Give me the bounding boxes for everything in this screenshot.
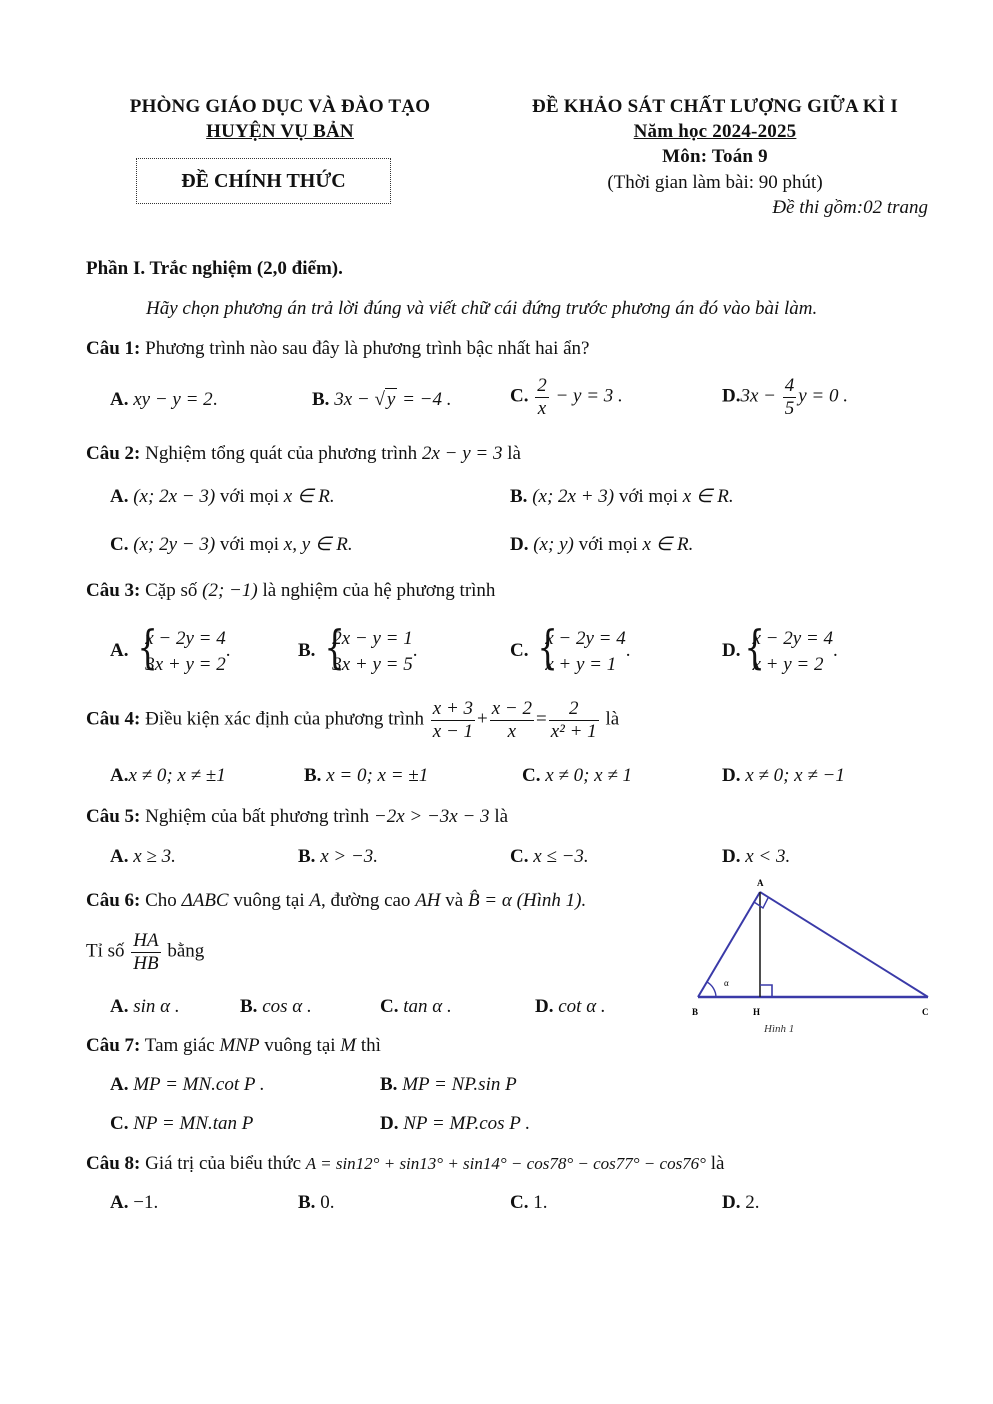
q7-option-c[interactable]: C. NP = MN.tan P <box>110 1113 254 1134</box>
official-label: ĐỀ CHÍNH THỨC <box>181 169 346 192</box>
fraction: $\frac{4}{5}$ <box>784 375 795 419</box>
question-2: Câu 2: Nghiệm tổng quát của phương trình 2x − y = 3 là <box>86 443 521 464</box>
q5-option-b[interactable]: B. x > −3. <box>298 846 379 867</box>
q8-option-a[interactable]: A. −1. <box>110 1192 159 1213</box>
label-b: B <box>692 1007 699 1017</box>
q6-option-c[interactable]: C. tan α . <box>380 996 452 1017</box>
equation-system: { x − 2y = 4 3x + y = 2 <box>137 620 226 675</box>
fraction: $\frac{2}{x}$ <box>537 375 547 419</box>
q4-option-a[interactable]: A.x ≠ 0; x ≠ ±1 <box>110 765 226 786</box>
department-name: PHÒNG GIÁO DỤC VÀ ĐÀO TẠO <box>129 96 431 117</box>
label-h: H <box>753 1007 761 1017</box>
q6-option-d[interactable]: D. cot α . <box>535 996 606 1017</box>
part1-title: Phần I. Trắc nghiệm (2,0 điểm). <box>86 258 343 279</box>
q5-option-a[interactable]: A. x ≥ 3. <box>110 846 176 867</box>
q1-option-b[interactable]: B. 3x − √ y = −4 . <box>312 389 452 410</box>
q4-option-b[interactable]: B. x = 0; x = ±1 <box>304 765 429 786</box>
fraction: $\frac{x - 2}{x}$ <box>491 698 533 742</box>
label-c: C <box>922 1007 929 1017</box>
triangle-figure <box>680 872 940 1038</box>
q2-option-b[interactable]: B. (x; 2x + 3) với mọi x ∈ R. <box>510 486 734 507</box>
question-3: Câu 3: Cặp số (2; −1) là nghiệm của hệ phương trình <box>86 580 496 601</box>
q5-option-d[interactable]: D. x < 3. <box>722 846 791 867</box>
q3-option-a[interactable]: A. { x − 2y = 4 3x + y = 2 . <box>110 626 231 677</box>
q3-option-d[interactable]: D. { x − 2y = 4 x + y = 2 . <box>722 626 838 677</box>
label-a: A <box>757 878 764 888</box>
question-1: Câu 1: Phương trình nào sau đây là phương trình bậc nhất hai ẩn? <box>86 338 590 359</box>
duration: (Thời gian làm bài: 90 phút) <box>607 172 823 193</box>
side-ac <box>760 892 928 997</box>
exam-title: ĐỀ KHẢO SÁT CHẤT LƯỢNG GIỮA KÌ I <box>532 96 898 117</box>
question-6: Câu 6: Cho ΔABC vuông tại A, đường cao AH và B̂ = α (Hình 1). <box>86 890 587 911</box>
subject: Môn: Toán 9 <box>662 146 768 167</box>
q6-option-a[interactable]: A. sin α . <box>110 996 180 1017</box>
q7-option-d[interactable]: D. NP = MP.cos P . <box>380 1113 531 1134</box>
q7-option-b[interactable]: B. MP = NP.sin P <box>380 1074 517 1095</box>
question-4: Câu 4: Điều kiện xác định của phương trình $\frac{x + 3}{x - 1}$ + $\frac{x - 2}{x}$ = $\frac{2}{\text{x² + 1}}$ là <box>86 698 620 742</box>
q6-option-b[interactable]: B. cos α . <box>240 996 312 1017</box>
q8-option-c[interactable]: C. 1. <box>510 1192 548 1213</box>
fraction: $\frac{HA}{HB}$ <box>133 930 159 974</box>
equation-system: { 2x − y = 1 3x + y = 5 <box>324 620 413 675</box>
q5-option-c[interactable]: C. x ≤ −3. <box>510 846 589 867</box>
official-stamp-box <box>136 158 391 204</box>
part1-instruction: Hãy chọn phương án trả lời đúng và viết chữ cái đứng trước phương án đó vào bài làm. <box>146 298 818 319</box>
q7-option-a[interactable]: A. MP = MN.cot P . <box>110 1074 265 1095</box>
side-ab <box>698 892 760 997</box>
district-name: HUYỆN VỤ BẢN <box>206 121 354 142</box>
q2-option-d[interactable]: D. (x; y) với mọi x ∈ R. <box>510 534 694 555</box>
question-5: Câu 5: Nghiệm của bất phương trình −2x > −3x − 3 là <box>86 806 509 827</box>
question-7: Câu 7: Tam giác MNP vuông tại M thì <box>86 1035 381 1056</box>
question-6-ratio: Tỉ số $\frac{HA}{HB}$ bằng <box>86 930 205 974</box>
q3-option-b[interactable]: B. { 2x − y = 1 3x + y = 5 . <box>298 626 417 677</box>
equation-system: { x − 2y = 4 x + y = 1 <box>537 620 626 675</box>
fraction: $\frac{2}{\text{x² + 1}}$ <box>550 698 597 742</box>
right-angle-mark-h <box>760 985 772 997</box>
q8-option-d[interactable]: D. 2. <box>722 1192 760 1213</box>
question-8: Câu 8: Giá trị của biểu thức A = sin12° + sin13° + sin14° − cos78° − cos77° − cos76° là <box>86 1153 725 1174</box>
figure-caption: Hình 1 <box>764 1023 795 1035</box>
q3-option-c[interactable]: C. { x − 2y = 4 x + y = 1 . <box>510 626 631 677</box>
q4-option-c[interactable]: C. x ≠ 0; x ≠ 1 <box>522 765 633 786</box>
q4-option-d[interactable]: D. x ≠ 0; x ≠ −1 <box>722 765 845 786</box>
q1-option-a[interactable]: A. xy − y = 2. <box>110 389 218 410</box>
page-count: Đề thi gồm:02 trang <box>772 197 928 218</box>
q2-option-a[interactable]: A. (x; 2x − 3) với mọi x ∈ R. <box>110 486 335 507</box>
school-year: Năm học 2024-2025 <box>633 121 797 142</box>
q2-option-c[interactable]: C. (x; 2y − 3) với mọi x, y ∈ R. <box>110 534 353 555</box>
angle-alpha-arc <box>707 982 716 997</box>
fraction: $\frac{x + 3}{x - 1}$ <box>432 698 474 742</box>
equation-system: { x − 2y = 4 x + y = 2 <box>744 620 833 675</box>
q1-option-c[interactable]: C. $\frac{2}{x}$ − y = 3 . <box>510 375 623 419</box>
q8-option-b[interactable]: B. 0. <box>298 1192 335 1213</box>
q1-option-d[interactable]: D.3x − $\frac{4}{5}$ y = 0 . <box>722 375 849 419</box>
label-alpha: α <box>724 978 729 988</box>
